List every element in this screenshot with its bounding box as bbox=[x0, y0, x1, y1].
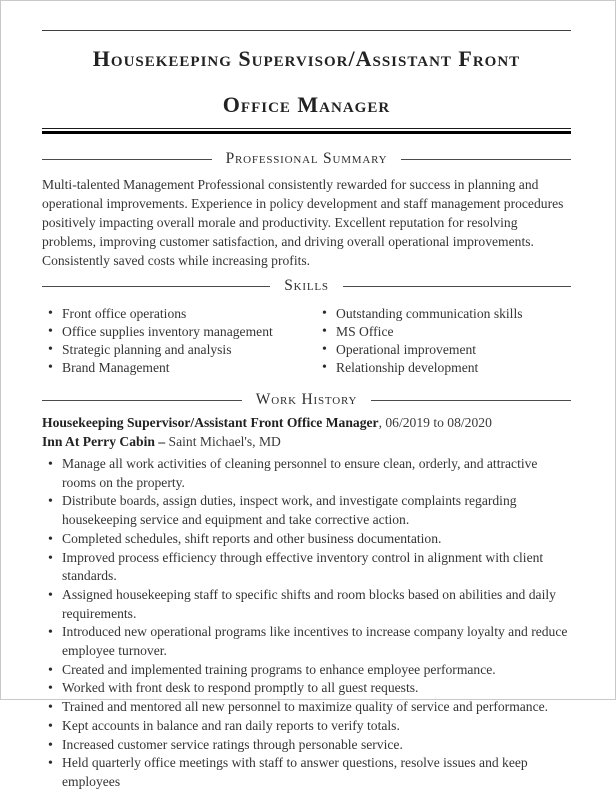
title-line-1: Housekeeping Supervisor/Assistant Front bbox=[92, 46, 521, 71]
resume-title bbox=[42, 36, 571, 128]
employer-location-separator: – bbox=[158, 433, 166, 449]
duty-item: • Trained and mentored all new personnel to maximize quality of service and performance. bbox=[48, 698, 571, 717]
work-history-heading: Work History bbox=[255, 391, 358, 408]
duty-item: • Increased customer service ratings through personable service. bbox=[48, 736, 571, 755]
double-rule-thick bbox=[42, 131, 571, 134]
heading-rule-right bbox=[401, 159, 571, 160]
heading-rule-left bbox=[42, 159, 212, 160]
job-title-line bbox=[42, 414, 571, 433]
skill-item: • Front office operations bbox=[48, 305, 316, 323]
duty-item: • Introduced new operational programs like incentives to increase company loyalty and reduce employee turnover. bbox=[48, 623, 571, 660]
top-rule bbox=[42, 30, 571, 31]
skill-item: • Outstanding communication skills bbox=[322, 305, 571, 323]
duty-item: • Improved process efficiency through effective inventory control in alignment with client standards. bbox=[48, 549, 571, 586]
skills-list-left bbox=[42, 305, 316, 377]
page bbox=[1, 30, 615, 792]
heading-rule-right bbox=[371, 400, 571, 401]
job-title: Housekeeping Supervisor/Assistant Front Office Manager bbox=[42, 415, 379, 430]
title-line-2: Office Manager bbox=[222, 92, 391, 117]
skill-item: • Brand Management bbox=[48, 359, 316, 377]
skill-item: • MS Office bbox=[322, 323, 571, 341]
professional-summary-heading: Professional Summary bbox=[225, 150, 388, 167]
heading-rule-right bbox=[343, 286, 571, 287]
duty-item: • Kept accounts in balance and ran daily reports to verify totals. bbox=[48, 717, 571, 736]
duty-item: • Distribute boards, assign duties, inspect work, and investigate complaints regarding housekeeping service and equipment and take corrective action. bbox=[48, 492, 571, 529]
duty-item: • Manage all work activities of cleaning personnel to ensure clean, orderly, and attractive rooms on the property. bbox=[48, 455, 571, 492]
section-heading-skills bbox=[42, 277, 571, 295]
skills-list-right bbox=[316, 305, 571, 377]
duty-item: • Completed schedules, shift reports and other business documentation. bbox=[48, 530, 571, 549]
heading-rule-left bbox=[42, 400, 242, 401]
job-dates: 06/2019 to 08/2020 bbox=[385, 415, 492, 430]
job-duties-list bbox=[42, 455, 571, 792]
duty-item: • Created and implemented training programs to enhance employee performance. bbox=[48, 661, 571, 680]
job-employer: Inn At Perry Cabin bbox=[42, 433, 155, 449]
section-heading-work-history bbox=[42, 391, 571, 409]
duty-item: • Held quarterly office meetings with staff to answer questions, resolve issues and keep employees bbox=[48, 754, 571, 791]
job-location: Saint Michael's, MD bbox=[168, 433, 281, 449]
heading-rule-left bbox=[42, 286, 270, 287]
skills-heading: Skills bbox=[284, 277, 329, 294]
job-title-separator: , bbox=[378, 415, 382, 430]
skill-item: • Operational improvement bbox=[322, 341, 571, 359]
skills-columns bbox=[42, 305, 571, 377]
professional-summary-text: Multi-talented Management Professional consistently rewarded for success in planning and operational improvements. Experience in policy development and staff management procedures positively impacting overall morale and productivity. Excellent reputation for resolving problems, improving customer satisfaction, and driving overall operational improvements. Consistently saved costs while increasing profits. bbox=[42, 177, 564, 268]
job-employer-line bbox=[42, 433, 571, 452]
skill-item: • Office supplies inventory management bbox=[48, 323, 316, 341]
duty-item: • Assigned housekeeping staff to specific shifts and room blocks based on abilities and daily requirements. bbox=[48, 586, 571, 623]
skill-item: • Strategic planning and analysis bbox=[48, 341, 316, 359]
section-heading-professional-summary bbox=[42, 150, 571, 168]
duty-item: • Worked with front desk to respond promptly to all guest requests. bbox=[48, 679, 571, 698]
skill-item: • Relationship development bbox=[322, 359, 571, 377]
double-rule bbox=[42, 128, 571, 134]
